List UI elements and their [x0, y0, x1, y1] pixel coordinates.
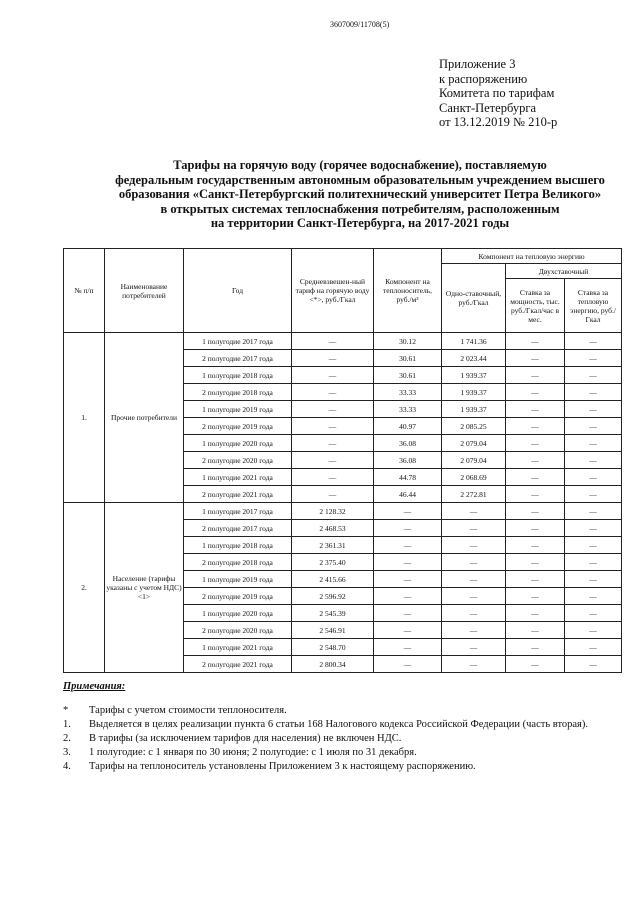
capacity-rate-cell: — — [506, 452, 565, 469]
period-cell: 2 полугодие 2018 года — [184, 384, 292, 401]
average-tariff-cell: — — [292, 469, 374, 486]
note-item — [63, 760, 588, 774]
note-marker: 1. — [63, 719, 71, 730]
energy-rate-cell: — — [565, 588, 622, 605]
average-tariff-cell: 2 800.34 — [292, 656, 374, 673]
period-cell: 1 полугодие 2020 года — [184, 605, 292, 622]
energy-rate-cell: — — [565, 503, 622, 520]
single-rate-cell: — — [442, 520, 506, 537]
note-item — [63, 746, 588, 760]
single-rate-cell: 2 079.04 — [442, 435, 506, 452]
single-rate-cell: — — [442, 537, 506, 554]
energy-rate-cell: — — [565, 350, 622, 367]
single-rate-cell: — — [442, 622, 506, 639]
single-rate-cell: 1 939.37 — [442, 384, 506, 401]
period-cell: 2 полугодие 2021 года — [184, 656, 292, 673]
carrier-component-cell: — — [374, 588, 442, 605]
single-rate-cell: 2 068.69 — [442, 469, 506, 486]
document-title — [80, 158, 640, 231]
average-tariff-cell: — — [292, 384, 374, 401]
capacity-rate-cell: — — [506, 554, 565, 571]
capacity-rate-cell: — — [506, 367, 565, 384]
single-rate-cell: 2 085.25 — [442, 418, 506, 435]
single-rate-cell: — — [442, 503, 506, 520]
average-tariff-cell: 2 548.70 — [292, 639, 374, 656]
capacity-rate-cell: — — [506, 503, 565, 520]
header-consumer: Наименование потребителей — [105, 249, 184, 333]
period-cell: 1 полугодие 2018 года — [184, 367, 292, 384]
energy-rate-cell: — — [565, 401, 622, 418]
carrier-component-cell: 46.44 — [374, 486, 442, 503]
average-tariff-cell: — — [292, 367, 374, 384]
average-tariff-cell: 2 361.31 — [292, 537, 374, 554]
table-row — [64, 333, 622, 350]
header-thermal-component: Компонент на тепловую энергию — [442, 249, 622, 264]
average-tariff-cell: 2 596.92 — [292, 588, 374, 605]
carrier-component-cell: — — [374, 520, 442, 537]
average-tariff-cell: 2 415.66 — [292, 571, 374, 588]
average-tariff-cell: — — [292, 486, 374, 503]
carrier-component-cell: 30.12 — [374, 333, 442, 350]
average-tariff-cell: — — [292, 350, 374, 367]
average-tariff-cell: 2 375.40 — [292, 554, 374, 571]
period-cell: 1 полугодие 2017 года — [184, 503, 292, 520]
appendix-line: к распоряжению — [439, 71, 528, 86]
note-marker: * — [63, 705, 69, 716]
period-cell: 1 полугодие 2019 года — [184, 401, 292, 418]
single-rate-cell: — — [442, 588, 506, 605]
header-two-rate: Двухставочный — [506, 264, 622, 279]
single-rate-cell: — — [442, 571, 506, 588]
title-line: образования «Санкт-Петербургский политехнический университет Петра Великого» — [118, 187, 602, 201]
period-cell: 1 полугодие 2021 года — [184, 639, 292, 656]
group-number: 1. — [64, 333, 105, 503]
header-average-tariff: Средневзвешен-ный тариф на горячую воду <*>, руб./Гкал — [292, 249, 374, 333]
energy-rate-cell: — — [565, 605, 622, 622]
period-cell: 1 полугодие 2020 года — [184, 435, 292, 452]
header-single-rate: Одно-ставочный, руб./Гкал — [442, 264, 506, 333]
single-rate-cell: 2 023.44 — [442, 350, 506, 367]
capacity-rate-cell: — — [506, 520, 565, 537]
note-text: Выделяется в целях реализации пункта 6 статьи 168 Налогового кодекса Российской Федерации (часть вторая). — [89, 719, 589, 730]
group-consumer: Население (тарифы указаны с учетом НДС) <1> — [105, 503, 184, 673]
period-cell: 2 полугодие 2017 года — [184, 520, 292, 537]
single-rate-cell: — — [442, 605, 506, 622]
capacity-rate-cell: — — [506, 401, 565, 418]
appendix-line: от 13.12.2019 № 210-р — [439, 115, 558, 129]
energy-rate-cell: — — [565, 384, 622, 401]
group-number: 2. — [64, 503, 105, 673]
title-line: в открытых системах теплоснабжения потребителям, расположенным — [160, 201, 560, 216]
carrier-component-cell: — — [374, 503, 442, 520]
carrier-component-cell: 33.33 — [374, 401, 442, 418]
document-number: 3607009/11708(5) — [330, 20, 390, 29]
average-tariff-cell: — — [292, 418, 374, 435]
appendix-line: Приложение 3 — [439, 57, 516, 71]
period-cell: 2 полугодие 2021 года — [184, 486, 292, 503]
energy-rate-cell: — — [565, 452, 622, 469]
notes-title: Примечания: — [63, 681, 126, 692]
period-cell: 2 полугодие 2017 года — [184, 350, 292, 367]
title-line: на территории Санкт-Петербурга, на 2017-2021 годы — [210, 216, 510, 230]
note-text: 1 полугодие: с 1 января по 30 июня; 2 полугодие: с 1 июля по 31 декабря. — [89, 747, 417, 758]
period-cell: 2 полугодие 2018 года — [184, 554, 292, 571]
header-energy-rate: Ставка за тепловую энергию, руб./Гкал — [565, 279, 622, 333]
period-cell: 1 полугодие 2021 года — [184, 469, 292, 486]
carrier-component-cell: 44.78 — [374, 469, 442, 486]
single-rate-cell: 2 272.81 — [442, 486, 506, 503]
average-tariff-cell: — — [292, 452, 374, 469]
energy-rate-cell: — — [565, 367, 622, 384]
tariff-table — [63, 248, 622, 673]
single-rate-cell: — — [442, 554, 506, 571]
note-item — [63, 718, 588, 732]
period-cell: 1 полугодие 2017 года — [184, 333, 292, 350]
energy-rate-cell: — — [565, 554, 622, 571]
period-cell: 2 полугодие 2020 года — [184, 622, 292, 639]
note-item — [63, 732, 588, 746]
carrier-component-cell: 36.08 — [374, 452, 442, 469]
energy-rate-cell: — — [565, 639, 622, 656]
period-cell: 2 полугодие 2019 года — [184, 418, 292, 435]
carrier-component-cell: — — [374, 622, 442, 639]
average-tariff-cell: 2 545.39 — [292, 605, 374, 622]
header-year: Год — [184, 249, 292, 333]
appendix-block — [439, 57, 557, 130]
carrier-component-cell: 40.97 — [374, 418, 442, 435]
header-capacity-rate: Ставка за мощность, тыс. руб./Гкал/час в мес. — [506, 279, 565, 333]
header-carrier-component: Компонент на теплоноситель, руб./м³ — [374, 249, 442, 333]
carrier-component-cell: — — [374, 656, 442, 673]
energy-rate-cell: — — [565, 435, 622, 452]
carrier-component-cell: 30.61 — [374, 367, 442, 384]
appendix-line: Санкт-Петербурга — [439, 100, 537, 115]
title-line: Тарифы на горячую воду (горячее водоснабжение), поставляемую — [173, 158, 547, 172]
note-text: В тарифы (за исключением тарифов для населения) не включен НДС. — [89, 733, 402, 744]
title-line: федеральным государственным автономным образовательным учреждением высшего — [115, 172, 605, 187]
single-rate-cell: 2 079.04 — [442, 452, 506, 469]
carrier-component-cell: 30.61 — [374, 350, 442, 367]
carrier-component-cell: — — [374, 537, 442, 554]
group-consumer: Прочие потребители — [105, 333, 184, 503]
carrier-component-cell: 36.08 — [374, 435, 442, 452]
period-cell: 2 полугодие 2020 года — [184, 452, 292, 469]
carrier-component-cell: — — [374, 639, 442, 656]
period-cell: 1 полугодие 2018 года — [184, 537, 292, 554]
period-cell: 1 полугодие 2019 года — [184, 571, 292, 588]
capacity-rate-cell: — — [506, 605, 565, 622]
carrier-component-cell: — — [374, 605, 442, 622]
energy-rate-cell: — — [565, 333, 622, 350]
capacity-rate-cell: — — [506, 537, 565, 554]
capacity-rate-cell: — — [506, 588, 565, 605]
table-row — [64, 503, 622, 520]
average-tariff-cell: 2 128.32 — [292, 503, 374, 520]
average-tariff-cell: — — [292, 435, 374, 452]
average-tariff-cell: — — [292, 333, 374, 350]
energy-rate-cell: — — [565, 571, 622, 588]
note-text: Тарифы на теплоноситель установлены Приложением 3 к настоящему распоряжению. — [89, 761, 476, 772]
energy-rate-cell: — — [565, 486, 622, 503]
carrier-component-cell: — — [374, 571, 442, 588]
capacity-rate-cell: — — [506, 333, 565, 350]
capacity-rate-cell: — — [506, 622, 565, 639]
capacity-rate-cell: — — [506, 486, 565, 503]
single-rate-cell: 1 741.36 — [442, 333, 506, 350]
single-rate-cell: — — [442, 639, 506, 656]
average-tariff-cell: 2 546.91 — [292, 622, 374, 639]
single-rate-cell: 1 939.37 — [442, 367, 506, 384]
period-cell: 2 полугодие 2019 года — [184, 588, 292, 605]
energy-rate-cell: — — [565, 622, 622, 639]
capacity-rate-cell: — — [506, 350, 565, 367]
note-marker: 2. — [63, 733, 71, 744]
energy-rate-cell: — — [565, 418, 622, 435]
average-tariff-cell: — — [292, 401, 374, 418]
energy-rate-cell: — — [565, 520, 622, 537]
capacity-rate-cell: — — [506, 639, 565, 656]
capacity-rate-cell: — — [506, 469, 565, 486]
capacity-rate-cell: — — [506, 656, 565, 673]
appendix-line: Комитета по тарифам — [439, 86, 555, 100]
capacity-rate-cell: — — [506, 435, 565, 452]
energy-rate-cell: — — [565, 469, 622, 486]
notes-section — [63, 680, 588, 774]
note-marker: 3. — [63, 747, 71, 758]
energy-rate-cell: — — [565, 656, 622, 673]
note-marker: 4. — [63, 761, 71, 772]
average-tariff-cell: 2 468.53 — [292, 520, 374, 537]
capacity-rate-cell: — — [506, 571, 565, 588]
note-text: Тарифы с учетом стоимости теплоносителя. — [89, 705, 287, 716]
energy-rate-cell: — — [565, 537, 622, 554]
single-rate-cell: — — [442, 656, 506, 673]
note-item — [63, 704, 588, 718]
capacity-rate-cell: — — [506, 384, 565, 401]
carrier-component-cell: — — [374, 554, 442, 571]
header-number: № п/п — [64, 249, 105, 333]
single-rate-cell: 1 939.37 — [442, 401, 506, 418]
capacity-rate-cell: — — [506, 418, 565, 435]
carrier-component-cell: 33.33 — [374, 384, 442, 401]
